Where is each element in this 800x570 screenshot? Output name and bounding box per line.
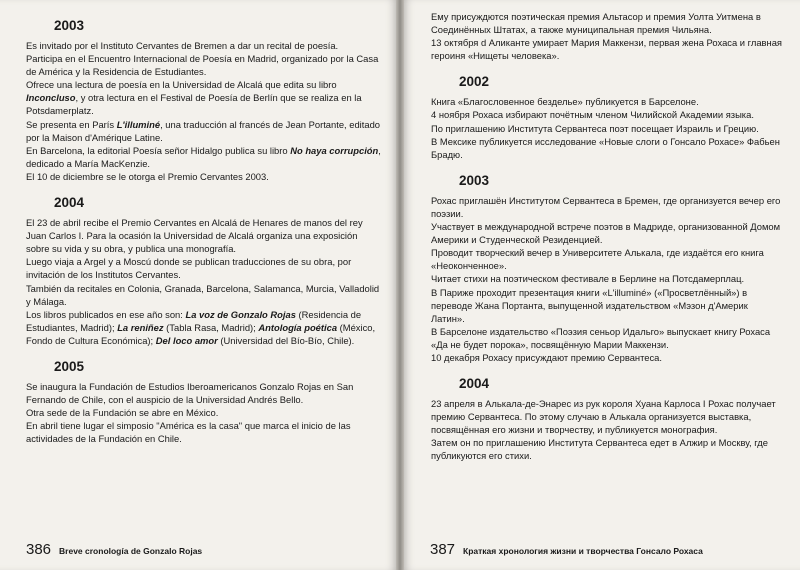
book-title: Antología poética [258,321,338,333]
chronology-entry [26,78,382,117]
entry-text: El 23 de abril recibe el Premio Cervantes en Alcalá de Henares de manos del rey Juan Carlos I. Para la ocasión la Universidad de Alcalá organiza una exposición sobre su vida y su obra, y publica una monografía. [26,217,363,255]
entry-text: Рохас приглашён Институтом Сервантеса в Бремен, где организуется вечер его поэзии. [431,194,781,219]
chronology-entry [26,216,382,255]
running-footer-title: Краткая хронология жизни и творчества Гонсало Рохаса [463,546,703,556]
year-heading: 2003 [54,18,85,33]
chronology-section [431,173,782,364]
entry-text: Es invitado por el Instituto Cervantes de Bremen a dar un recital de poesía. [26,40,339,51]
right-page-footer [430,541,790,558]
chronology-entry [431,194,782,220]
entry-text: Участвует в международной встрече поэтов в Мадриде, организованной Домом Америки и Студенческой Резиденцией. [431,221,781,246]
chronology-entry [26,39,382,52]
entry-text: (Tabla Rasa, Madrid); [163,321,259,333]
entry-text: Проводит творческий вечер в Университете Алькала, где издаётся его книга «Неоконченное». [431,247,764,272]
chronology-entry [431,436,782,462]
chronology-entry [26,170,382,183]
entry-text: Otra sede de la Fundación se abre en México. [26,407,219,419]
chronology-entry [431,272,782,285]
chronology-entry [431,397,782,436]
entry-text: , y otra lectura en el Festival de Poesía de Berlín que se realiza en la Potsdamerplatz. [26,92,362,117]
entry-text: Participa en el Encuentro Internacional de Poesía en Madrid, organizado por la Casa de América y la Residencia de Estudiantes. [26,53,379,78]
chronology-section [26,195,382,347]
chronology-entry [431,36,782,62]
chronology-entry [26,308,382,347]
chronology-entry [431,286,782,325]
entry-text: Se inaugura la Fundación de Estudios Iberoamericanos Gonzalo Rojas en San Fernando de Chile, con el auspicio de la Universidad Andrés Bello. [26,380,354,406]
entry-text: 13 октября d Аликанте умирает Мария Маккензи, первая жена Рохаса и главная героиня «Нищеты человека». [431,37,782,62]
entry-text: , dedicado a María MacKenzie. [26,144,381,169]
book-title: La voz de Gonzalo Rojas [185,308,296,320]
chronology-entry [26,419,382,445]
entry-text: En abril tiene lugar el simposio "América es la casa" que marca el inicio de las actividades de la Fundación en Chile. [26,420,351,445]
chronology-section [26,359,382,445]
entry-text: Los libros publicados en ese año son: [26,308,186,320]
entry-text: 23 апреля в Алькала-де-Энарес из рук короля Хуана Карлоса I Рохас получает премию Сервантеса. По этому случаю в Алькала организуется выставка, посвящённая его жизни и творчеству, и публикуется монография. [431,398,776,436]
page-number: 387 [430,541,456,558]
left-page-footer [26,541,386,558]
entry-text: Читает стихи на поэтическом фестивале в Берлине на Потсдамерплац. [431,273,745,285]
year-heading: 2004 [54,195,85,211]
chronology-entry [26,118,382,144]
chronology-entry [431,351,782,364]
entry-text: (Residencia de Estudiantes, Madrid); [26,308,362,333]
year-heading: 2005 [54,358,85,374]
chronology-entry [26,144,382,170]
entry-text: Затем он по приглашению Института Сервантеса едет в Алжир и Москву, где публикуются его стихи. [431,437,768,462]
chronology-entry [431,325,782,351]
book-title: Inconcluso [26,92,76,104]
entry-text: Ему присуждются поэтическая премия Альтасор и премия Уолта Уитмена в Соединённых Штатах, а также муниципальная премия Чильяна. [431,11,761,36]
year-heading: 2004 [459,376,490,392]
entry-text: В Париже проходит презентация книги «L'illuminé» («Просветлённый») в переводе Жана Портанта, выпущенной издательством «Мэзон д'Америк Латин». [431,286,748,324]
entry-text: 4 ноября Рохаса избирают почётным членом Чилийской Академии языка. [431,109,754,121]
chronology-entry [26,52,382,78]
year-heading: 2002 [459,74,490,90]
chronology-entry [26,282,382,308]
chronology-entry [431,10,782,36]
entry-text: También da recitales en Colonia, Granada, Barcelona, Salamanca, Murcia, Valladolid y Málaga. [26,282,380,307]
right-page-content [431,10,782,475]
chronology-entry [431,95,782,108]
entry-text: В Барселоне издательство «Поэзия сеньор Идальго» выпускает книгу Рохаса «Да не будет порока», посвящённую Марии Маккензи. [431,325,771,350]
chronology-entry [26,406,382,419]
entry-text: (México, Fondo de Cultura Económica); [26,321,376,346]
left-page-content [26,18,382,457]
entry-text: (Universidad del Bío-Bío, Chile). [217,334,355,346]
book-title: La reniñez [117,321,164,333]
book-title: Del loco amor [155,334,218,346]
chronology-entry [431,122,782,135]
entry-text: Ofrece una lectura de poesía en la Universidad de Alcalá que edita su libro [26,79,337,91]
chronology-section [431,376,782,462]
entry-text: 10 декабря Рохасу присуждают премию Сервантеса. [431,351,663,363]
entry-text: El 10 de diciembre se le otorga el Premio Cervantes 2003. [26,170,269,182]
chronology-section [26,18,382,183]
running-footer-title: Breve cronología de Gonzalo Rojas [59,546,203,556]
left-page [0,0,396,570]
right-page [404,0,800,570]
entry-text: Книга «Благословенное безделье» публикуется в Барселоне. [431,96,699,108]
entry-text: В Мексике публикуется исследование «Новые слоги о Гонсало Рохасе» Фабьен Брадю. [431,135,780,160]
chronology-section [431,74,782,160]
book-title: No haya corrupción [290,144,379,156]
chronology-entry [431,220,782,246]
year-heading: 2003 [459,172,490,188]
entry-text: , una traducción al francés de Jean Portante, editado por la Maison d'Amérique Latine. [26,118,381,143]
chronology-entry [26,255,382,281]
chronology-entry [431,108,782,121]
entry-text: Se presenta en París [26,118,117,130]
chronology-entry [26,380,382,406]
chronology-entry [431,135,782,161]
entry-text: Luego viaja a Argel y a Moscú donde se publican traducciones de su obra, por invitación de los Institutos Cervantes. [26,256,352,281]
entry-text: En Barcelona, la editorial Poesía señor Hidalgo publica su libro [26,144,291,156]
page-number: 386 [26,541,52,558]
book-gutter [396,0,404,570]
chronology-entry [431,246,782,272]
entry-text: По приглашению Института Сервантеса поэт посещает Израиль и Грецию. [431,122,759,134]
book-title: L'illuminé [116,118,161,130]
chronology-section [431,10,782,62]
